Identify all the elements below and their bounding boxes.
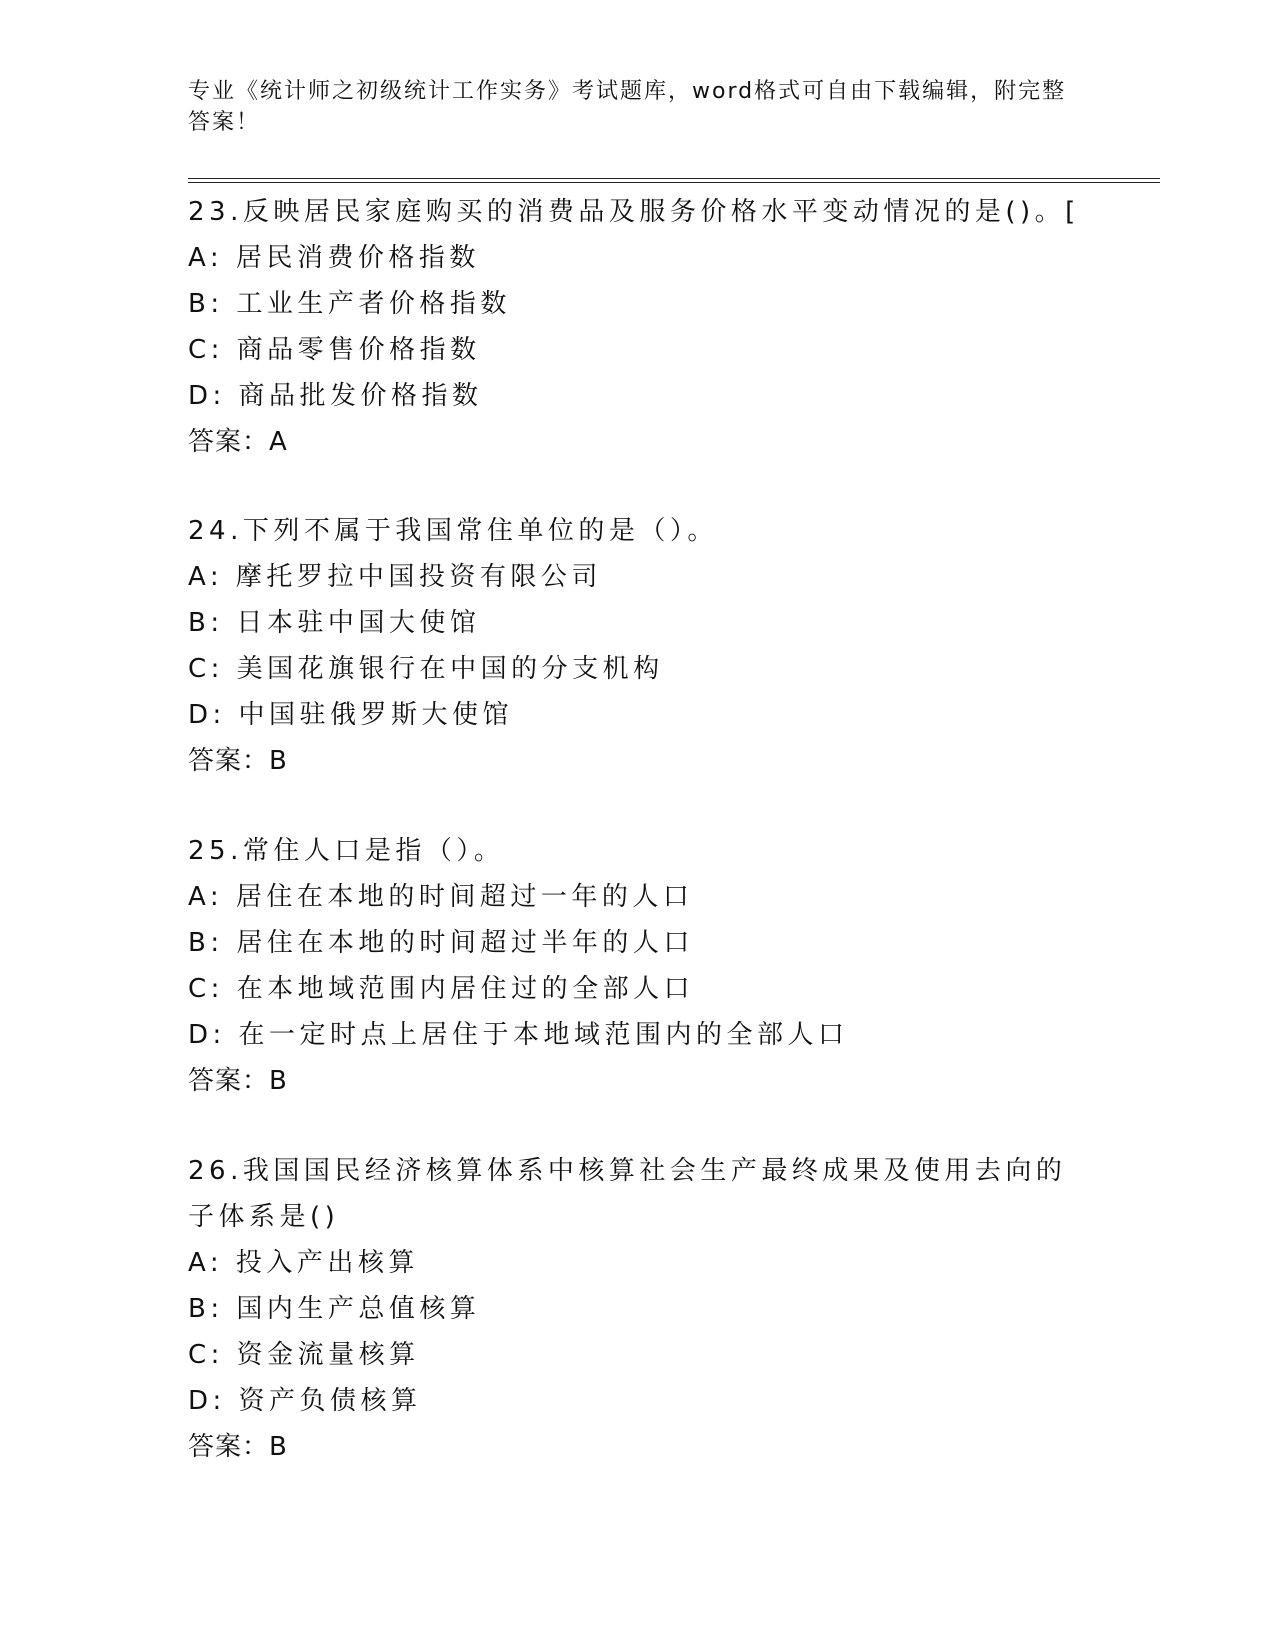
option-c: C: 在本地域范围内居住过的全部人口 — [188, 974, 695, 1004]
question-stem: 25.常住人口是指（）。 — [188, 836, 505, 866]
document-intro: 专业《统计师之初级统计工作实务》考试题库，word格式可自由下载编辑，附完整答案！ — [188, 79, 1067, 135]
option-b: B: 日本驻中国大使馆 — [188, 608, 481, 638]
answer-line: 答案：A — [188, 427, 288, 457]
question-stem: 24.下列不属于我国常住单位的是（）。 — [188, 516, 718, 546]
option-b: B: 居住在本地的时间超过半年的人口 — [188, 928, 694, 958]
answer-line: 答案：B — [188, 1066, 288, 1096]
question-23 — [188, 189, 1088, 465]
option-d: D: 在一定时点上居住于本地域范围内的全部人口 — [188, 1020, 849, 1050]
question-26 — [188, 1148, 1088, 1470]
option-c: C: 资金流量核算 — [188, 1340, 420, 1370]
option-a: A: 居住在本地的时间超过一年的人口 — [188, 882, 694, 912]
option-d: D: 商品批发价格指数 — [188, 381, 483, 411]
answer-line: 答案：B — [188, 1432, 288, 1462]
option-d: D: 资产负债核算 — [188, 1386, 422, 1416]
option-b: B: 国内生产总值核算 — [188, 1294, 481, 1324]
question-24 — [188, 508, 1088, 784]
question-25 — [188, 828, 1088, 1104]
question-stem: 23.反映居民家庭购买的消费品及服务价格水平变动情况的是()。[ — [188, 197, 1080, 227]
header-divider-thick — [188, 182, 1160, 183]
option-a: A: 投入产出核算 — [188, 1248, 419, 1278]
option-a: A: 摩托罗拉中国投资有限公司 — [188, 562, 602, 592]
header-divider-thin — [188, 178, 1160, 179]
option-a: A: 居民消费价格指数 — [188, 243, 480, 273]
answer-line: 答案：B — [188, 746, 288, 776]
option-b: B: 工业生产者价格指数 — [188, 289, 511, 319]
question-stem: 26.我国国民经济核算体系中核算社会生产最终成果及使用去向的子体系是() — [188, 1156, 1067, 1232]
option-c: C: 美国花旗银行在中国的分支机构 — [188, 654, 664, 684]
option-d: D: 中国驻俄罗斯大使馆 — [188, 700, 514, 730]
option-c: C: 商品零售价格指数 — [188, 335, 481, 365]
